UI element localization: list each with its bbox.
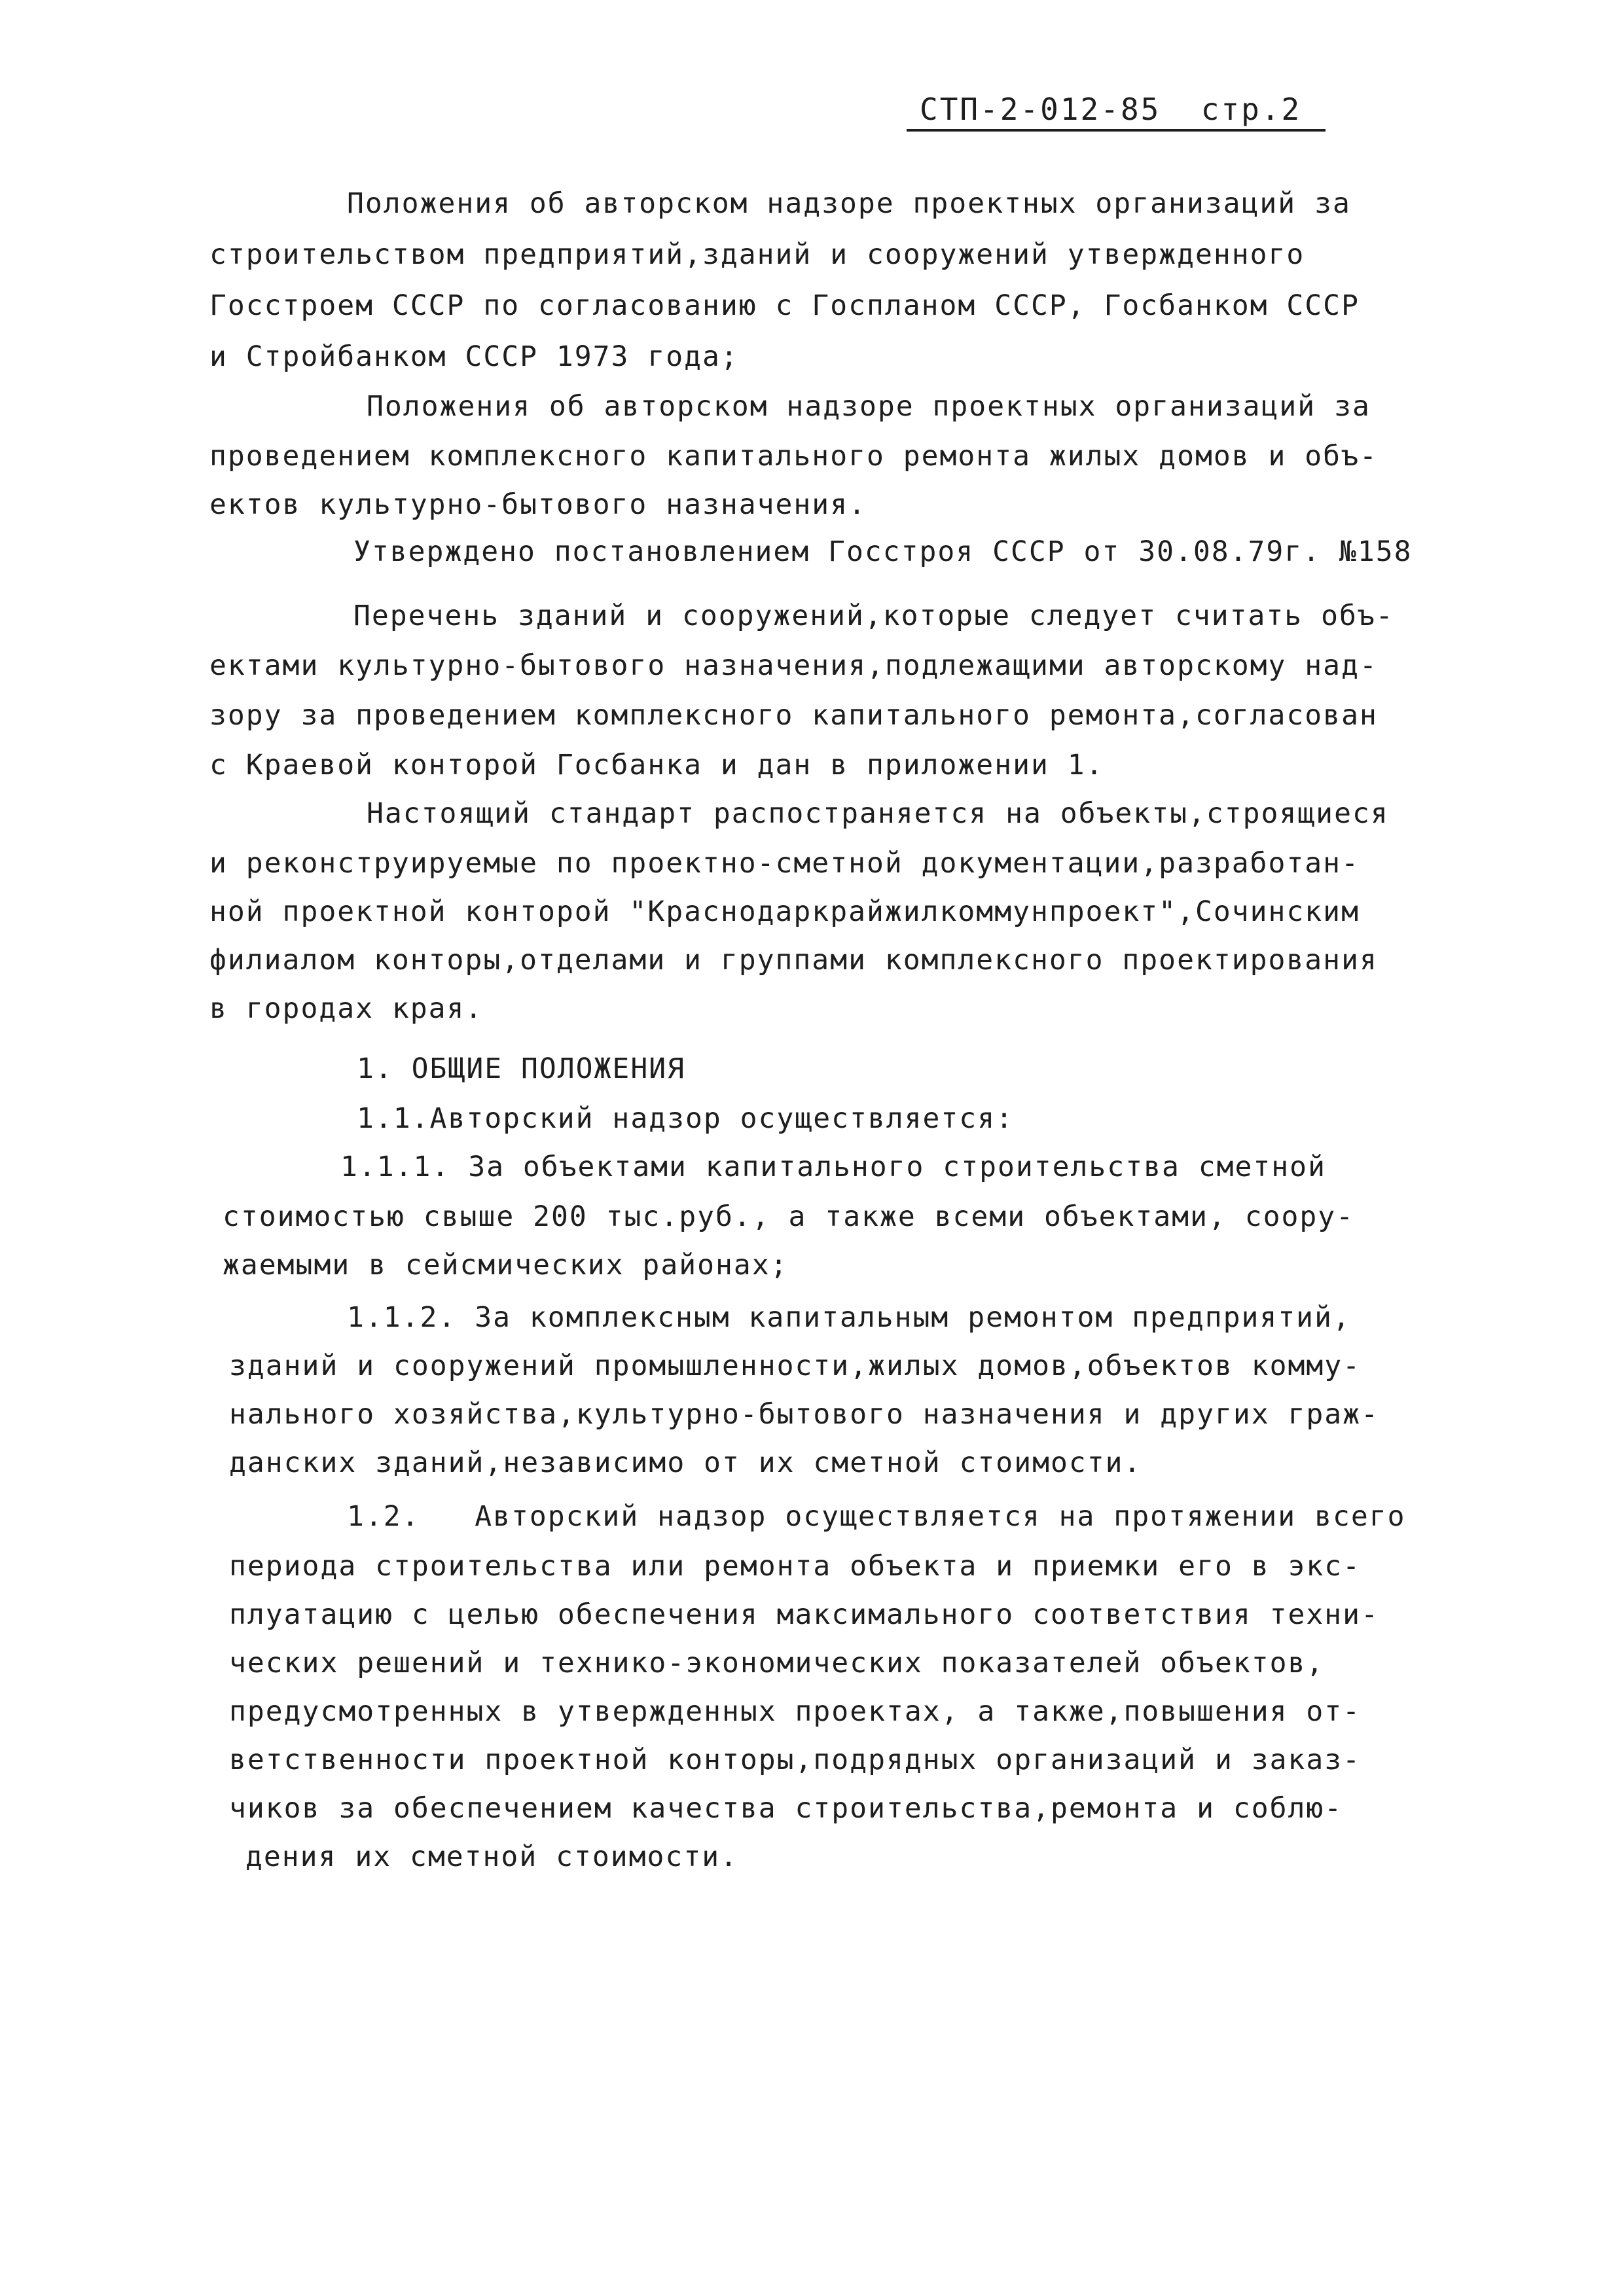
text-line: данских зданий,независимо от их сметной стоимости. bbox=[229, 1446, 1142, 1479]
text-line: жаемыми в сейсмических районах; bbox=[223, 1249, 789, 1282]
text-line: зданий и сооружений промышленности,жилых домов,объектов комму- bbox=[229, 1350, 1362, 1382]
text-line: Госстроем СССР по согласованию с Госпланом СССР, Госбанком СССР bbox=[209, 289, 1360, 322]
text-line: предусмотренных в утвержденных проектах, а также,повышения от- bbox=[229, 1695, 1362, 1728]
text-line: плуатацию с целью обеспечения максимального соответствия техни- bbox=[229, 1598, 1379, 1631]
text-line: Утверждено постановлением Госстроя СССР от 30.08.79г. №158 bbox=[353, 535, 1413, 568]
text-line: в городах края. bbox=[209, 992, 484, 1025]
text-line: 1.1.2. За комплексным капитальным ремонтом предприятий, bbox=[347, 1301, 1351, 1334]
text-line: периода строительства или ремонта объекта и приемки его в экс- bbox=[229, 1550, 1362, 1583]
text-line: ветственности проектной конторы,подрядных организаций и заказ- bbox=[229, 1744, 1362, 1776]
text-line: чиков за обеспечением качества строительства,ремонта и соблю- bbox=[229, 1792, 1343, 1825]
text-line: с Краевой конторой Госбанка и дан в приложении 1. bbox=[209, 749, 1104, 781]
text-line: нального хозяйства,культурно-бытового назначения и других граж- bbox=[229, 1398, 1379, 1431]
text-line: дения их сметной стоимости. bbox=[245, 1840, 738, 1873]
text-line: строительством предприятий,зданий и сооружений утвержденного bbox=[209, 238, 1305, 271]
text-line: ческих решений и технико-экономических показателей объектов, bbox=[229, 1647, 1325, 1679]
text-line: и реконструируемые по проектно-сметной документации,разработан- bbox=[209, 847, 1360, 880]
text-line: ектами культурно-бытового назначения,подлежащими авторскому над- bbox=[209, 649, 1378, 682]
text-line: 1.1.1. За объектами капитального строительства сметной bbox=[340, 1151, 1326, 1183]
page-header bbox=[920, 92, 1301, 127]
text-line: 1.1.Авторский надзор осуществляется: bbox=[357, 1102, 1014, 1135]
text-line: проведением комплексного капитального ремонта жилых домов и объ- bbox=[209, 440, 1378, 473]
text-line: Перечень зданий и сооружений,которые следует считать объ- bbox=[353, 600, 1394, 632]
text-line: стоимостью свыше 200 тыс.руб., а также всеми объектами, соору- bbox=[223, 1200, 1355, 1233]
text-line: Положения об авторском надзоре проектных организаций за bbox=[367, 390, 1371, 423]
header-underline bbox=[907, 129, 1326, 132]
text-line: Настоящий стандарт распостраняется на объекты,строящиеся bbox=[367, 797, 1389, 830]
text-line: 1.2. Авторский надзор осуществляется на протяжении всего bbox=[347, 1500, 1406, 1533]
text-line: Положения об авторском надзоре проектных организаций за bbox=[347, 187, 1351, 220]
text-line: зору за проведением комплексного капитального ремонта,согласован bbox=[209, 699, 1378, 732]
text-line: филиалом конторы,отделами и группами комплексного проектирования bbox=[209, 944, 1378, 977]
text-line: ной проектной конторой "Краснодаркрайжилкоммунпроект",Сочинским bbox=[209, 895, 1360, 928]
section-heading: 1. ОБЩИЕ ПОЛОЖЕНИЯ bbox=[357, 1052, 685, 1085]
document-code: СТП-2-012-85 bbox=[920, 92, 1161, 127]
page-number: стр.2 bbox=[1200, 92, 1302, 127]
text-line: ектов культурно-бытового назначения. bbox=[209, 488, 867, 521]
text-line: и Стройбанком СССР 1973 года; bbox=[209, 340, 739, 373]
